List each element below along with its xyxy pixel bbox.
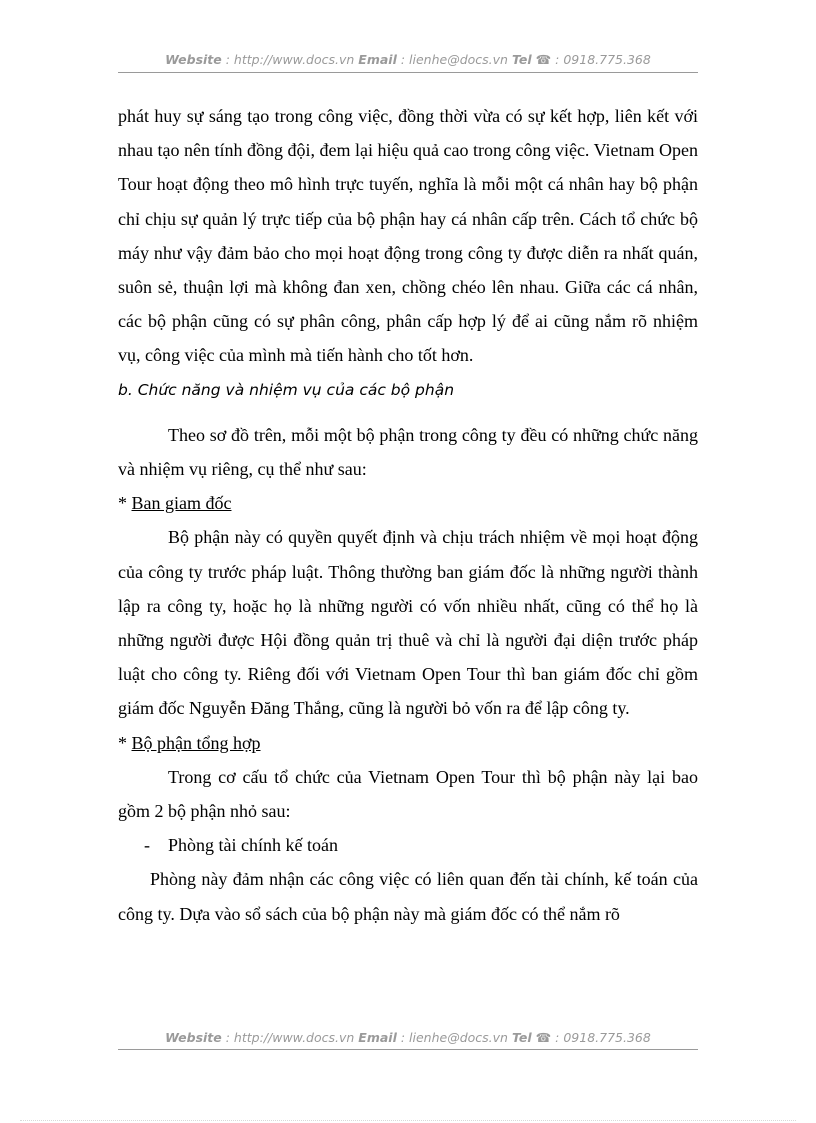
document-body xyxy=(118,99,698,931)
paragraph-finance: Phòng này đảm nhận các công việc có liên quan đến tài chính, kế toán của công ty. Dựa vào sổ sách của bộ phận này mà giám đốc có thể nắm rõ xyxy=(118,869,698,924)
footer-rule xyxy=(118,1049,698,1050)
footer-tel-label: Tel xyxy=(511,1030,532,1045)
header-email-label: Email xyxy=(358,52,397,67)
header-website-label: Website xyxy=(165,52,222,67)
footer-website-label: Website xyxy=(165,1030,222,1045)
bullet-marker: * xyxy=(118,493,132,514)
spacer xyxy=(118,407,698,418)
footer-tel-number: ☎ : 0918.775.368 xyxy=(531,1030,651,1045)
section-subheading: b. Chức năng và nhiệm vụ của các bộ phận xyxy=(118,380,455,399)
page-header xyxy=(118,52,698,67)
paragraph-organization: phát huy sự sáng tạo trong công việc, đồng thời vừa có sự kết hợp, liên kết với nhau tạo nên tính đồng đội, đem lại hiệu quả cao trong công việc. Vietnam Open Tour hoạt động theo mô hình trực tuyến, nghĩa là mỗi một cá nhân hay bộ phận chỉ chịu sự quản lý trực tiếp của bộ phận hay cá nhân cấp trên. Cách tổ chức bộ máy như vậy đảm bảo cho mọi hoạt động trong công ty được diễn ra nhất quán, suôn sẻ, thuận lợi mà không đan xen, chồng chéo lên nhau. Giữa các cá nhân, các bộ phận cũng có sự phân công, phân cấp hợp lý để ai cũng nắm rõ nhiệm vụ, công việc của mình mà tiến hành cho tốt hơn. xyxy=(118,106,698,366)
paragraph-board-of-directors: Bộ phận này có quyền quyết định và chịu trách nhiệm về mọi hoạt động của công ty trước pháp luật. Thông thường ban giám đốc là những người thành lập ra công ty, hoặc họ là những người có vốn nhiều nhất, cũng có thể họ là những người được Hội đồng quản trị thuê và chỉ là người đại diện trước pháp luật cho công ty. Riêng đối với Vietnam Open Tour thì ban giám đốc chỉ gồm giám đốc Nguyễn Đăng Thắng, cũng là người bỏ vốn ra để lập công ty. xyxy=(118,527,698,719)
footer-email-address: : lienhe@docs.vn xyxy=(396,1030,512,1045)
heading-general-department xyxy=(118,726,698,760)
header-rule xyxy=(118,72,698,73)
bullet-marker: * xyxy=(118,732,132,753)
dash-marker: - xyxy=(144,835,150,856)
header-tel-label: Tel xyxy=(511,52,532,67)
header-tel-number: ☎ : 0918.775.368 xyxy=(531,52,651,67)
footer-website-url: : http://www.docs.vn xyxy=(221,1030,359,1045)
page-footer xyxy=(118,1030,698,1045)
page-edge-divider xyxy=(20,1120,796,1121)
heading-label: Bộ phận tổng hợp xyxy=(131,732,261,753)
heading-board-of-directors xyxy=(118,486,698,520)
paragraph-general-department: Trong cơ cấu tổ chức của Vietnam Open Tour thì bộ phận này lại bao gồm 2 bộ phận nhỏ sau: xyxy=(118,766,698,822)
list-item-finance xyxy=(118,828,698,862)
footer-email-label: Email xyxy=(358,1030,397,1045)
header-email-address: : lienhe@docs.vn xyxy=(396,52,512,67)
heading-label: Ban giam đốc xyxy=(131,493,232,514)
header-website-url: : http://www.docs.vn xyxy=(221,52,359,67)
list-item-label: Phòng tài chính kế toán xyxy=(168,835,338,856)
paragraph-intro: Theo sơ đồ trên, mỗi một bộ phận trong công ty đều có những chức năng và nhiệm vụ riêng, cụ thể như sau: xyxy=(118,424,698,480)
